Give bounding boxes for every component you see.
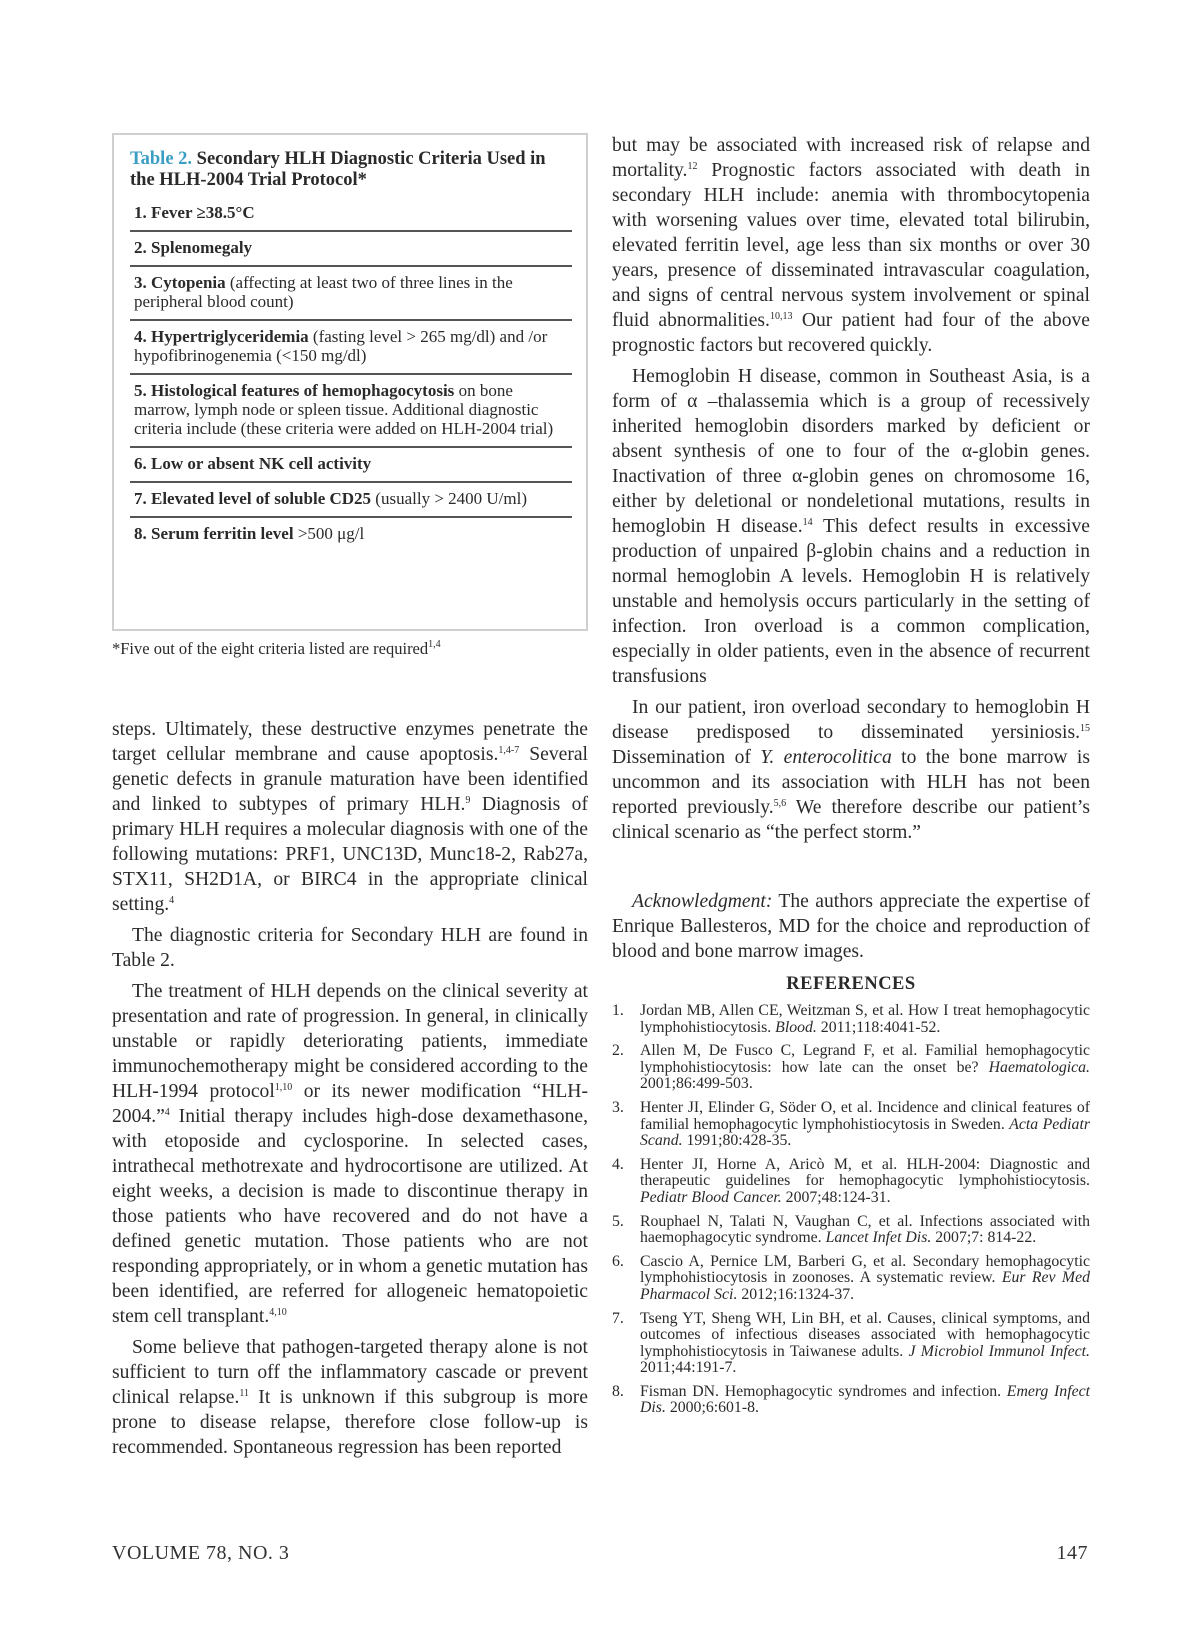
table-title: Secondary HLH Diagnostic Criteria Used in the HLH-2004 Trial Protocol* [130, 149, 546, 190]
paragraph: The diagnostic criteria for Secondary HLH are found in Table 2. [112, 925, 588, 971]
reference-item: 4. Henter JI, Horne A, Aricò M, et al. HLH-2004: Diagnostic and therapeutic guidelines for hemophagocytic lymphohistiocytosis. Pediatr Blood Cancer. 2007;48:124-31. [612, 1155, 1090, 1206]
reference-item: 7. Tseng YT, Sheng WH, Lin BH, et al. Causes, clinical symptoms, and outcomes of infectious diseases associated with hemophagocytic lymphohistiocytosis in Taiwanese adults. J Microbiol Immunol Infect. 2011;44:191-7. [612, 1309, 1090, 1377]
page-number: 147 [1056, 1542, 1088, 1564]
criterion-row: 4. Hypertriglyceridemia (fasting level > 265 mg/dl) and /or hypofibrinogenemia (<150 mg/dl) [130, 321, 572, 375]
table-footnote: *Five out of the eight criteria listed are required$^{1,4}$ [112, 639, 441, 658]
acknowledgment: Acknowledgment: The authors appreciate the expertise of Enrique Ballesteros, MD for the choice and reproduction of blood and bone marrow images. [612, 891, 1090, 962]
paragraph: Some believe that pathogen-targeted therapy alone is not sufficient to turn off the inflammatory cascade or prevent clinical relapse.$^{11}$ It is unknown if this subgroup is more prone to disease relapse, therefore close follow-up is recommended. Spontaneous regression has been reported [112, 1337, 588, 1458]
right-column [612, 133, 1090, 1424]
left-column [112, 133, 588, 1466]
table-caption [130, 149, 570, 191]
criterion-row: 2. Splenomegaly [130, 232, 572, 267]
acknowledgment-label: Acknowledgment: [632, 891, 773, 912]
footer-volume: VOLUME 78, NO. 3 [112, 1542, 290, 1564]
paragraph: The treatment of HLH depends on the clinical severity at presentation and rate of progression. In general, in clinically unstable or rapidly deteriorating patients, immediate immunochemotherapy might be considered according to the HLH-1994 protocol$^{1,10}$ or its newer modification “HLH-2004.”$^4$ Initial therapy includes high-dose dexamethasone, with etoposide and cyclosporine. In selected cases, intrathecal methotrexate and hydrocortisone are utilized. At eight weeks, a decision is made to discontinue therapy in those patients who have recovered and do not have a defined genetic mutation. Those patients who are not responding appropriately, or in whom a genetic mutation has been identified, are referred for allogeneic hematopoietic stem cell transplant.$^{4,10}$ [112, 981, 588, 1327]
paragraph: but may be associated with increased risk of relapse and mortality.$^{12}$ Prognostic factors associated with death in secondary HLH include: anemia with thrombocytopenia with worsening values over time, elevated total bilirubin, elevated ferritin level, age less than six months or over 30 years, presence of disseminated intravascular coagulation, and signs of central nervous system involvement or spinal fluid abnormalities.$^{10,13}$ Our patient had four of the above prognostic factors but recovered quickly. [612, 135, 1090, 356]
reference-item: 3. Henter JI, Elinder G, Söder O, et al. Incidence and clinical features of familial hemophagocytic lymphohistiocytosis in Sweden. Acta Pediatr Scand. 1991;80:428-35. [612, 1098, 1090, 1150]
reference-item: 6. Cascio A, Pernice LM, Barberi G, et al. Secondary hemophagocytic lymphohistiocytosis in zoonoses. A systematic review. Eur Rev Med Pharmacol Sci. 2012;16:1324-37. [612, 1252, 1090, 1303]
criterion-row: 1. Fever ≥38.5°C [130, 197, 572, 232]
paragraph: Hemoglobin H disease, common in Southeast Asia, is a form of α –thalassemia which is a group of recessively inherited hemoglobin disorders marked by deficient or absent synthesis of one to four of the α-globin genes. Inactivation of three α-globin genes on chromosome 16, either by deletional or nondeletional mutations, results in hemoglobin H disease.$^{14}$ This defect results in excessive production of unpaired β-globin chains and a reduction in normal hemoglobin A levels. Hemoglobin H is relatively unstable and hemolysis occurs particularly in the setting of infection. Iron overload is a common complication, especially in older patients, even in the absence of recurrent transfusions [612, 366, 1090, 687]
criterion-row: 8. Serum ferritin level >500 μg/l [134, 524, 365, 543]
paragraph: In our patient, iron overload secondary to hemoglobin H disease predisposed to disseminated yersiniosis.$^{15}$ Dissemination of Y. enterocolitica to the bone marrow is uncommon and its association with HLH has not been reported previously.$^{5,6}$ We therefore describe our patient’s clinical scenario as “the perfect storm.” [612, 697, 1090, 843]
reference-item: 5. Rouphael N, Talati N, Vaughan C, et al. Infections associated with haemophagocytic syndrome. Lancet Infet Dis. 2007;7: 814-22. [612, 1212, 1090, 1247]
criterion-row: 7. Elevated level of soluble CD25 (usually > 2400 U/ml) [130, 483, 572, 518]
reference-item: 1. Jordan MB, Allen CE, Weitzman S, et al. How I treat hemophagocytic lymphohistiocytosis. Blood. 2011;118:4041-52. [612, 1002, 1090, 1036]
paragraph: steps. Ultimately, these destructive enzymes penetrate the target cellular membrane and cause apoptosis.$^{1,4-7}$ Several genetic defects in granule maturation have been identified and linked to subtypes of primary HLH.$^9$ Diagnosis of primary HLH requires a molecular diagnosis with one of the following mutations: PRF1, UNC13D, Munc18-2, Rab27a, STX11, SH2D1A, or BIRC4 in the appropriate clinical setting.$^4$ [112, 719, 588, 915]
table-2 [112, 133, 588, 631]
references-heading: REFERENCES [786, 974, 916, 994]
criterion-row: 3. Cytopenia (affecting at least two of three lines in the peripheral blood count) [130, 267, 572, 321]
table-label: Table 2. [130, 149, 193, 169]
reference-item: 2. Allen M, De Fusco C, Legrand F, et al. Familial hemophagocytic lymphohistiocytosis: how late can the onset be? Haematologica. 2001;86:499-503. [612, 1042, 1090, 1093]
criterion-row: 5. Histological features of hemophagocytosis on bone marrow, lymph node or spleen tissue. Additional diagnostic criteria include (these criteria were added on HLH-2004 trial) [130, 375, 572, 448]
reference-item: 8. Fisman DN. Hemophagocytic syndromes and infection. Emerg Infect Dis. 2000;6:601-8. [612, 1382, 1090, 1417]
criterion-row: 6. Low or absent NK cell activity [130, 448, 572, 483]
